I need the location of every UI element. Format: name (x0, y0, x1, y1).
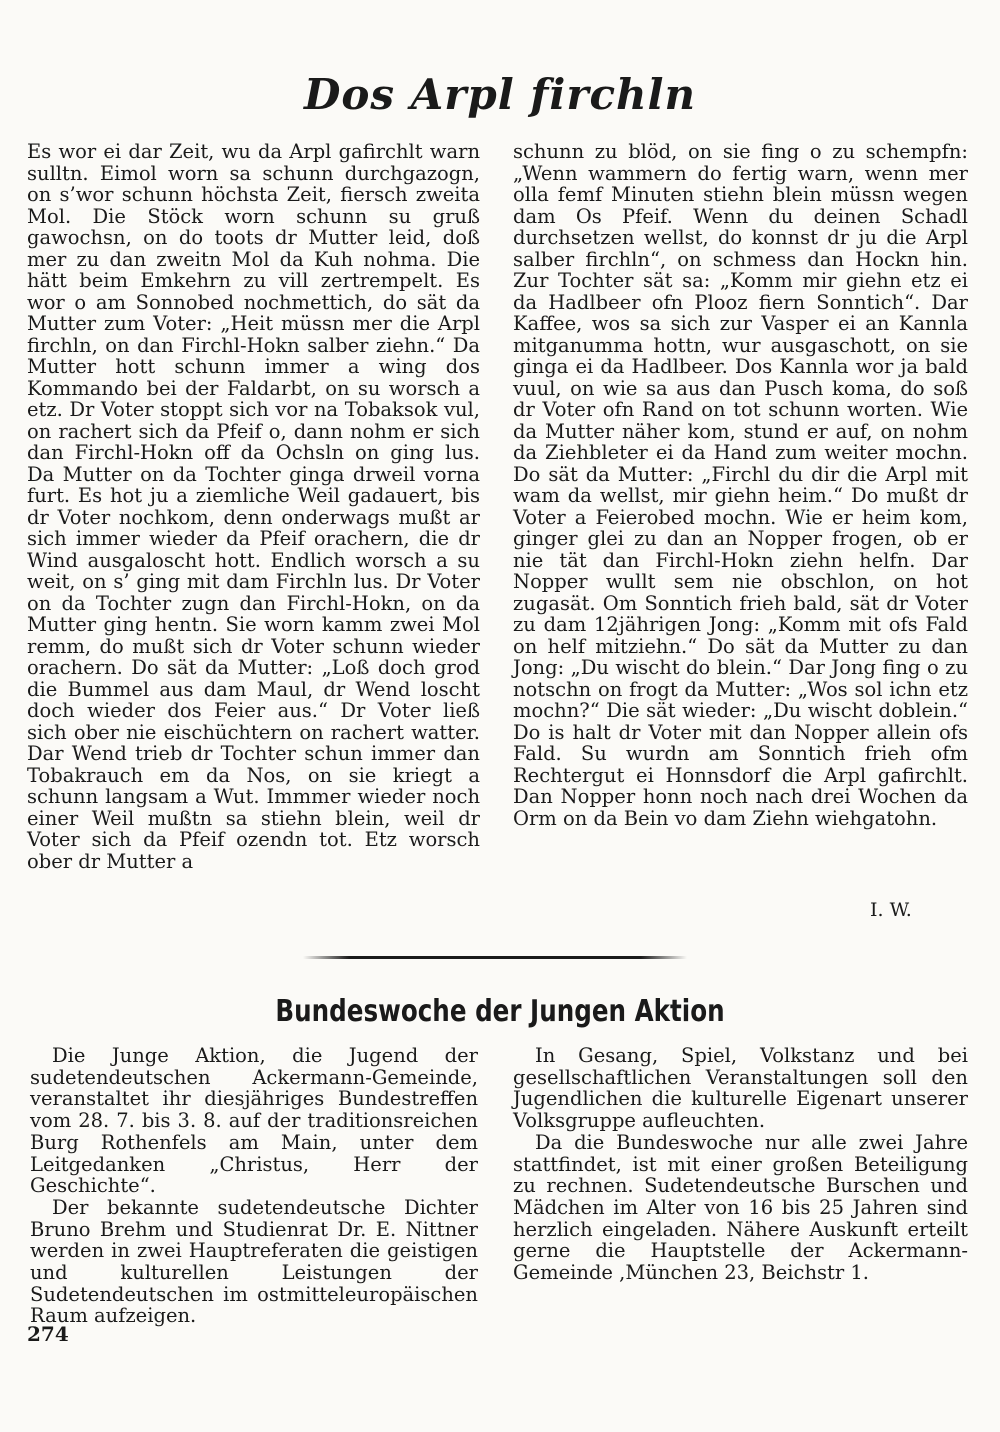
author-signature: I. W. (870, 899, 912, 921)
article-column-left (27, 141, 480, 872)
news-paragraph: Da die Bundeswoche nur alle zwei Jahre stattfindet, ist mit einer großen Beteiligung zu rechnen. Sudetendeutsche Burschen und Mädchen im Alter von 16 bis 25 Jahren sind herzlich eingeladen. Nähere Auskunft erteilt gerne die Hauptstelle der Ackermann-Gemeinde ,München 23, Beichstr 1. (513, 1130, 968, 1285)
article-column-right (513, 141, 968, 829)
page-number: 274 (27, 1322, 69, 1346)
news-paragraph: Die Junge Aktion, die Jugend der sudetendeutschen Ackermann-Gemeinde, veranstaltet ihr diesjähriges Bundestreffen vom 28. 7. bis 3. 8. auf der traditionsreichen Burg Rothenfels am Main, unter dem Leitgedanken „Christus, Herr der Geschichte“. (30, 1044, 478, 1198)
article-title: Dos Arpl firchln (303, 70, 697, 119)
news-paragraph: Der bekannte sudetendeutsche Dichter Bruno Brehm und Studienrat Dr. E. Nittner werden in zwei Hauptreferaten die geistigen und kulturellen Leistungen der Sudetendeutschen im ostmitteleuropäischen Raum aufzeigen. (30, 1195, 478, 1328)
news-column-left (30, 1045, 478, 1327)
news-title: Bundeswoche der Jungen Aktion (275, 994, 725, 1029)
section-divider (303, 956, 687, 959)
news-paragraph: In Gesang, Spiel, Volkstanz und bei gesellschaftlichen Veranstaltungen soll den Jugendlichen die kulturelle Eigenart unserer Volksgruppe aufleuchten. (513, 1044, 968, 1133)
article-paragraph: schunn zu blöd, on sie fing o zu schempfn: „Wenn wammern do fertig warn, wenn mer olla femf Minuten stiehn blein müssn wegen dam Os Pfeif. Wenn du deinen Schadl durchsetzen wellst, do konnst dr ju die Arpl salber firchln“, on schmess dan Hockn hin. Zur Tochter sät sa: „Komm mir giehn etz ei da Hadlbeer ofn Plooz fiern Sonntich“. Dar Kaffee, wos sa sich zur Vasper ei an Kannla mitganumma hottn, wur ausgaschott, on sie ginga ei da Hadlbeer. Dos Kannla wor ja bald vuul, on wie sa aus dan Pusch koma, do soß dr Voter ofn Rand on tot schunn worten. Wie da Mutter näher kom, stund er auf, on nohm da Ziehbleter ei da Hand zum weiter mochn. Do sät da Mutter: „Firchl du dir die Arpl mit wam da wellst, mir giehn heim.“ Do mußt dr Voter a Feierobed mochn. Wie er heim kom, ginger glei zu dan an Nopper frogen, ob er nie tät dan Firchl-Hokn ziehn helfn. Dar Nopper wullt sem nie obschlon, on hot zugasät. Om Sonntich frieh bald, sät dr Voter zu dam 12jährigen Jong: „Komm mit ofs Fald on helf mitziehn.“ Do sät da Mutter zu dan Jong: „Du wischt do blein.“ Dar Jong fing o zu notschn on frogt da Mutter: „Wos sol ichn etz mochn?“ Die sät wieder: „Du wischt doblein.“ Do is halt dr Voter mit dan Nopper allein ofs Fald. Su wurdn am Sonntich frieh ofm Rechtergut ei Honnsdorf die Arpl gafirchlt. Dan Nopper honn noch nach drei Wochen da Orm on da Bein vo dam Ziehn wiehgatohn. (513, 140, 968, 830)
news-column-right (513, 1045, 968, 1284)
article-paragraph: Es wor ei dar Zeit, wu da Arpl gafirchlt warn sulltn. Eimol worn sa schunn durchgazogn, on s’wor schunn höchsta Zeit, fiersch zweita Mol. Die Stöck worn schunn su gruß gawochsn, on do toots dr Mutter leid, doß mer zu dan zweitn Mol da Kuh nohma. Die hätt beim Emkehrn zu vill zertrempelt. Es wor o am Sonnobed nochmettich, do sät da Mutter zum Voter: „Heit müssn mer die Arpl firchln, on dan Firchl-Hokn salber ziehn.“ Da Mutter hott schunn immer a wing dos Kommando bei der Faldarbt, on su worsch a etz. Dr Voter stoppt sich vor na Tobaksok vul, on rachert sich da Pfeif o, dann nohm er sich dan Firchl-Hokn off da Ochsln on ging lus. Da Mutter on da Tochter ginga drweil vorna furt. Es hot ju a ziemliche Weil gadauert, bis dr Voter nochkom, denn onderwags mußt ar sich immer wieder da Pfeif orachern, die dr Wind ausgaloscht hott. Endlich worsch a su weit, on s’ ging mit dam Firchln lus. Dr Voter on da Tochter zugn dan Firchl-Hokn, on da Mutter ging hentn. Sie worn kamm zwei Mol remm, do mußt sich dr Voter schunn wieder orachern. Do sät da Mutter: „Loß doch grod die Bummel aus dam Maul, dr Wend loscht doch wieder dos Feier aus.“ Dr Voter ließ sich ober nie eischüchtern on rachert watter. Dar Wend trieb dr Tochter schun immer dan Tobakrauch em da Nos, on sie kriegt a schunn langsam a Wut. Immmer wieder noch einer Weil mußtn sa stiehn blein, weil dr Voter sich da Pfeif ozendn tot. Etz worsch ober dr Mutter a (27, 140, 480, 873)
